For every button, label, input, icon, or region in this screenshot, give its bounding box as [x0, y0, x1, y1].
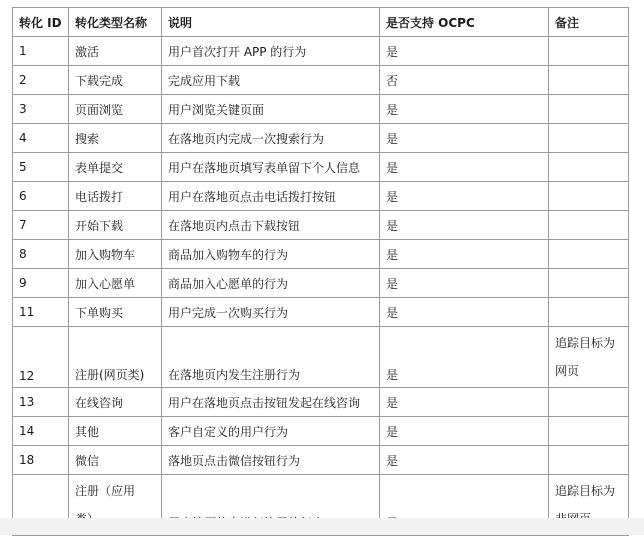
cell-description: 商品加入心愿单的行为: [162, 269, 380, 298]
table-row: [13, 240, 629, 269]
cell-name: 电话拨打: [69, 182, 162, 211]
cell-id: 18: [13, 446, 69, 475]
conversion-types-table: [12, 7, 629, 536]
cell-id: 13: [13, 388, 69, 417]
cell-name: 下单购买: [69, 298, 162, 327]
table-row: [13, 37, 629, 66]
cell-note: [549, 153, 629, 182]
header-description: 说明: [162, 8, 380, 37]
cell-id: 11: [13, 298, 69, 327]
note-line: 追踪目标为: [555, 484, 616, 498]
cell-ocpc: 否: [380, 66, 549, 95]
cell-description: 用户在落地页点击电话拨打按钮: [162, 182, 380, 211]
cell-note: [549, 298, 629, 327]
cell-name: 在线咨询: [69, 388, 162, 417]
note-line: 网页: [555, 364, 580, 378]
cell-id: 1: [13, 37, 69, 66]
cell-description: 商品加入购物车的行为: [162, 240, 380, 269]
cell-description: 用户完成一次购买行为: [162, 298, 380, 327]
header-ocpc-support: 是否支持 OCPC: [380, 8, 549, 37]
cell-note: [549, 446, 629, 475]
cell-name: 加入购物车: [69, 240, 162, 269]
cell-ocpc: 是: [380, 388, 549, 417]
cell-ocpc: 是: [380, 269, 549, 298]
table-row: [13, 182, 629, 211]
cell-id: 14: [13, 417, 69, 446]
cell-id: 2: [13, 66, 69, 95]
cell-ocpc: 是: [380, 240, 549, 269]
cell-description: 用户首次打开 APP 的行为: [162, 37, 380, 66]
cell-note: [549, 417, 629, 446]
cell-name: 微信: [69, 446, 162, 475]
cell-name: 页面浏览: [69, 95, 162, 124]
cell-name: 激活: [69, 37, 162, 66]
header-remarks: 备注: [549, 8, 629, 37]
cell-ocpc: 是: [380, 182, 549, 211]
cell-id: 8: [13, 240, 69, 269]
cell-note: [549, 388, 629, 417]
table-row: [13, 66, 629, 95]
header-conversion-type-name: 转化类型名称: [69, 8, 162, 37]
table-row: [13, 269, 629, 298]
cell-ocpc: 是: [380, 211, 549, 240]
cell-note: [549, 95, 629, 124]
table-row: [13, 446, 629, 475]
cell-name: 表单提交: [69, 153, 162, 182]
cell-note: [549, 327, 629, 388]
cell-ocpc: 是: [380, 153, 549, 182]
cell-name: 加入心愿单: [69, 269, 162, 298]
cell-name: 开始下载: [69, 211, 162, 240]
header-conversion-id: 转化 ID: [13, 8, 69, 37]
cell-ocpc: 是: [380, 37, 549, 66]
cell-name: 搜索: [69, 124, 162, 153]
cell-note: [549, 124, 629, 153]
cell-ocpc: 是: [380, 446, 549, 475]
cell-id: 5: [13, 153, 69, 182]
table-header-row: [13, 8, 629, 37]
note-line: 追踪目标为: [555, 336, 616, 350]
cell-ocpc: 是: [380, 298, 549, 327]
table-row: [13, 124, 629, 153]
cell-id: 4: [13, 124, 69, 153]
cell-ocpc: 是: [380, 327, 549, 388]
cell-ocpc: 是: [380, 95, 549, 124]
page-bottom-band: [0, 518, 644, 535]
table-row: [13, 153, 629, 182]
cell-ocpc: 是: [380, 124, 549, 153]
name-line: 注册（应用: [75, 484, 136, 498]
cell-description: 落地页点击微信按钮行为: [162, 446, 380, 475]
table-row: [13, 417, 629, 446]
table-row: [13, 298, 629, 327]
cell-id: 7: [13, 211, 69, 240]
cell-name: 注册(网页类): [69, 327, 162, 388]
table-row: [13, 388, 629, 417]
cell-note: [549, 240, 629, 269]
cell-note: [549, 182, 629, 211]
cell-description: 用户在落地页填写表单留下个人信息: [162, 153, 380, 182]
table-row: [13, 327, 629, 388]
cell-note: [549, 37, 629, 66]
cell-description: 在落地页内点击下载按钮: [162, 211, 380, 240]
cell-id: 3: [13, 95, 69, 124]
cell-id: 12: [13, 327, 69, 388]
cell-id: 9: [13, 269, 69, 298]
cell-ocpc: 是: [380, 417, 549, 446]
cell-note: [549, 269, 629, 298]
cell-description: 完成应用下载: [162, 66, 380, 95]
cell-description: 客户自定义的用户行为: [162, 417, 380, 446]
cell-description: 用户在落地页点击按钮发起在线咨询: [162, 388, 380, 417]
table-row: [13, 211, 629, 240]
cell-description: 在落地页内完成一次搜索行为: [162, 124, 380, 153]
cell-note: [549, 66, 629, 95]
cell-note: [549, 211, 629, 240]
cell-description: 在落地页内发生注册行为: [162, 327, 380, 388]
table-row: [13, 95, 629, 124]
cell-id: 6: [13, 182, 69, 211]
cell-name: 其他: [69, 417, 162, 446]
cell-name: 下载完成: [69, 66, 162, 95]
cell-description: 用户浏览关键页面: [162, 95, 380, 124]
